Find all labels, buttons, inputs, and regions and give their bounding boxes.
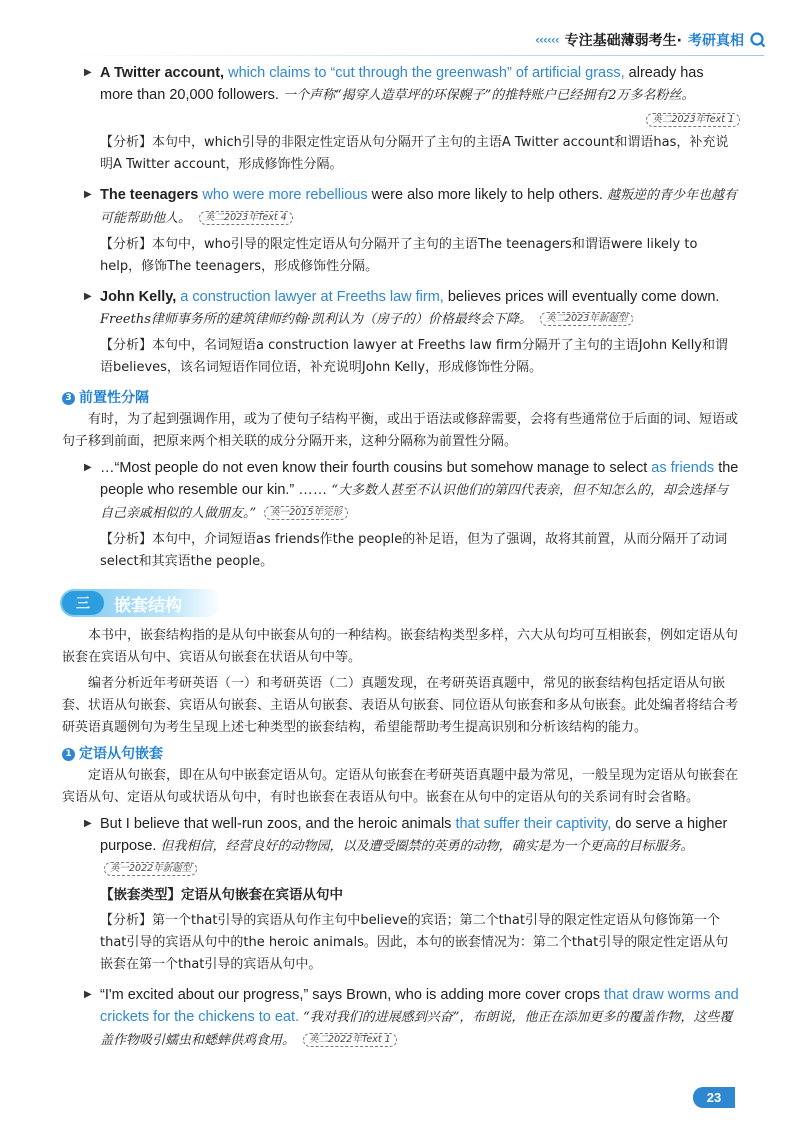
analysis [0,234,800,278]
bullet-arrow-icon: ▶ [84,67,92,78]
sentence-part: the people who resemble our kin.” [100,460,739,498]
analysis-text: 第一个that引导的宾语从句作主句中believe的宾语；第二个that引导的限定性定语从句修饰第一个that引导的宾语从句中的the heroic animals。因此，本句的嵌套情况为：第二个that引导的限定性定语从句嵌套在第一个that引导的宾语从句中。 [100,913,729,972]
header-exam: 考研真相 [688,33,744,49]
source-tag: 英二2023年新题型 [540,312,633,326]
section-number: 三 [62,591,104,615]
analysis-label: 【分析】 [100,532,153,547]
chevrons-icon: ‹‹‹‹‹‹ [535,33,559,47]
sentence-highlight: who were more rebellious [198,187,368,203]
bullet-arrow-icon: ▶ [84,818,92,829]
analysis [0,335,800,379]
sentence-part: A Twitter account, [100,65,225,81]
page-content [0,62,800,1056]
header-title: 专注基础薄弱考生· [564,33,682,49]
translation: Freeths律师事务所的建筑律师约翰·凯利认为（房子的）价格最终会下降。 [100,312,533,327]
analysis [0,529,800,573]
header-divider [60,55,764,56]
bullet-arrow-icon: ▶ [84,462,92,473]
source-tag: 英二2023年Text 4 [199,211,293,225]
sentence-part: “I'm excited about our progress,” says Brown, who is adding more cover crops [100,987,601,1003]
translation: 但我相信，经营良好的动物园，以及遭受圈禁的英勇的动物，确实是为一个更高的目标服务。 [160,839,694,854]
sentence-highlight: a construction lawyer at Freeths law firm, [176,289,444,305]
ellipsis: …… [294,482,332,498]
sentence-part: believes prices will eventually come down. [443,289,720,305]
example-sentence [0,184,800,230]
analysis-text: 本句中，which引导的非限定性定语从句分隔开了主句的主语A Twitter account和谓语has，补充说明A Twitter account，形成修饰性分隔。 [100,135,729,172]
subsection-heading [0,743,800,765]
analysis-label: 【分析】 [100,135,153,150]
translation: “我对我们的进展感到兴奋”，布朗说，他正在添加更多的覆盖作物，这些覆盖作物吸引蠕虫和蟋蟀供鸡食用。 [100,1010,733,1048]
sentence-highlight: that draw worms and crickets for the chickens to eat. [100,987,739,1025]
sentence-part: already has more than 20,000 followers. [100,65,704,103]
sentence-part: The teenagers [100,187,199,203]
paragraph: 有时，为了起到强调作用，或为了使句子结构平衡，或出于语法或修辞需要，会将有些通常位于后面的词、短语或句子移到前面，把原来两个相关联的成分分隔开来，这种分隔称为前置性分隔。 [62,412,739,449]
example-sentence [0,286,800,331]
bullet-arrow-icon: ▶ [84,291,92,302]
section-banner [60,589,222,617]
paragraph: 定语从句嵌套，即在从句中嵌套定语从句。定语从句嵌套在考研英语真题中最为常见，一般呈现为定语从句嵌套在宾语从句、定语从句或状语从句中，有时也嵌套在表语从句中。嵌套在从句中的定语从句的关系词有时会省略。 [62,768,739,805]
number-badge: 1 [62,748,75,761]
analysis-text: 本句中，介词短语as friends作the people的补足语，但为了强调，故将其前置，从而分隔开了动词select和其宾语the people。 [100,532,728,569]
example-sentence [0,813,800,880]
sentence-highlight: that suffer their captivity, [451,816,612,832]
example-sentence [0,457,800,525]
page-number: 23 [693,1087,735,1108]
source-tag: 英二2023年Text 1 [646,113,740,127]
bullet-arrow-icon: ▶ [84,189,92,200]
analysis-text: 本句中，名词短语a construction lawyer at Freeths law firm分隔开了主句的主语John Kelly和谓语believes，该名词短语作同位语，补充说明John Kelly，形成修饰性分隔。 [100,338,728,375]
translation: “大多数人甚至不认识他们的第四代表亲，但不知怎么的，却会选择与自己亲戚相似的人做朋友。” [100,483,728,521]
subsection-title: 前置性分隔 [79,390,149,406]
subsection-title: 定语从句嵌套 [79,746,163,762]
analysis-label: 【分析】 [100,913,153,928]
nesting-type-label: 【嵌套类型】定语从句嵌套在宾语从句中 [100,887,343,903]
subsection-heading [0,387,800,409]
sentence-part: do serve a higher purpose. [100,816,728,854]
example-sentence [0,62,800,107]
analysis-label: 【分析】 [100,338,153,353]
sentence-part: …“Most people do not even know their fourth cousins but somehow manage to select [100,460,648,476]
source-tag: 英一2015年完形 [264,506,348,520]
sentence-part: John Kelly, [100,289,177,305]
analysis-label: 【分析】 [100,237,153,252]
search-icon [750,32,766,48]
paragraph: 编者分析近年考研英语（一）和考研英语（二）真题发现，在考研英语真题中，常见的嵌套结构包括定语从句嵌套、状语从句嵌套、宾语从句嵌套、主语从句嵌套、表语从句嵌套、同位语从句嵌套和多从句嵌套。此处编者将结合考研英语真题例句为考生呈现上述七种类型的嵌套结构，希望能帮助考生提高识别和分析该结构的能力。 [62,676,739,735]
section-title: 嵌套结构 [114,595,182,616]
translation: 越叛逆的青少年也越有可能帮助他人。 [100,188,737,226]
bullet-arrow-icon: ▶ [84,989,92,1000]
source-tag: 英一2022年新题型 [104,862,197,876]
sentence-part: were also more likely to help others. [367,187,603,203]
analysis-text: 本句中，who引导的限定性定语从句分隔开了主句的主语The teenagers和谓语were likely to help，修饰The teenagers，形成修饰性分隔。 [100,237,698,274]
analysis [0,910,800,976]
page-header [535,30,766,50]
source-tag: 英二2022年Text 1 [303,1033,397,1047]
sentence-highlight: which claims to “cut through the greenwash” of artificial grass, [224,65,625,81]
sentence-highlight: as friends [647,460,715,476]
sentence-part: But I believe that well-run zoos, and the heroic animals [100,816,452,832]
translation: 一个声称“揭穿人造草坪的环保幌子”的推特账户已经拥有2万多名粉丝。 [282,88,695,103]
number-badge: 3 [62,392,75,405]
paragraph: 本书中，嵌套结构指的是从句中嵌套从句的一种结构。嵌套结构类型多样，六大从句均可互相嵌套，例如定语从句嵌套在宾语从句中、宾语从句嵌套在状语从句中等。 [62,628,739,665]
example-sentence [0,984,800,1052]
analysis [0,132,800,176]
